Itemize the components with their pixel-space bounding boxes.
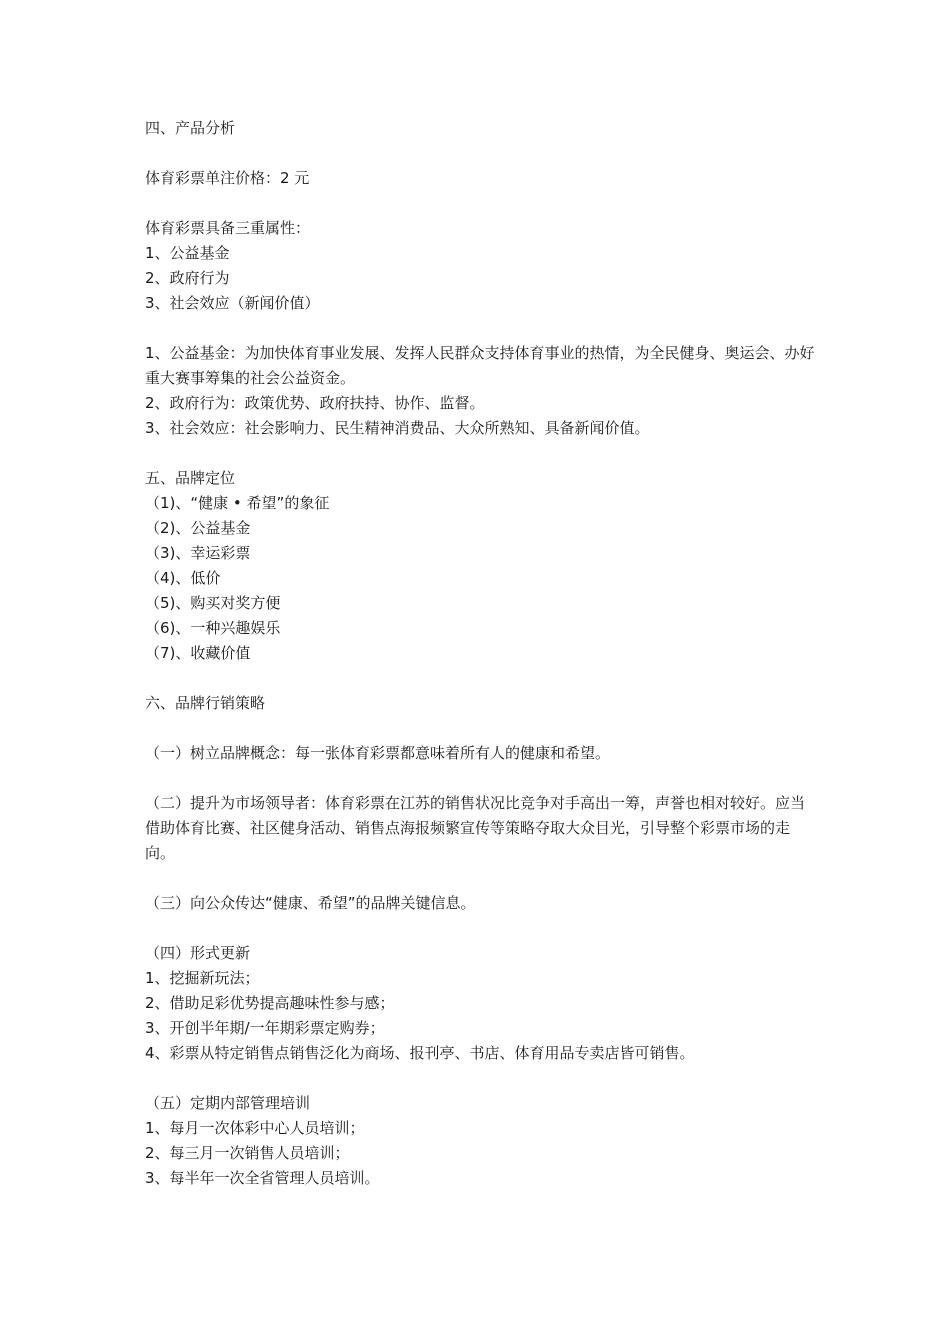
attribute-item: 3、社会效应（新闻价值）	[145, 294, 320, 312]
positioning-item: （2)、公益基金	[145, 519, 251, 537]
training-item: 1、每月一次体彩中心人员培训；	[145, 1119, 365, 1137]
price-line: 体育彩票单注价格：2 元	[145, 169, 310, 187]
positioning-item: （7)、收藏价值	[145, 644, 251, 662]
attribute-item: 1、公益基金	[145, 244, 230, 262]
format-update-item: 3、开创半年期/一年期彩票定购券；	[145, 1019, 385, 1037]
positioning-item: （4)、低价	[145, 569, 221, 587]
attribute-item: 2、政府行为	[145, 269, 230, 287]
strategy-brand-concept: （一）树立品牌概念：每一张体育彩票都意味着所有人的健康和希望。	[145, 744, 611, 762]
section-heading-product-analysis: 四、产品分析	[145, 119, 236, 137]
section-heading-brand-marketing: 六、品牌行销策略	[145, 694, 266, 712]
format-update-item: 4、彩票从特定销售点销售泛化为商场、报刊亭、书店、体育用品专卖店皆可销售。	[145, 1044, 695, 1062]
attributes-intro: 体育彩票具备三重属性：	[145, 219, 311, 237]
training-item: 2、每三月一次销售人员培训；	[145, 1144, 350, 1162]
section-heading-brand-positioning: 五、品牌定位	[145, 469, 236, 487]
format-update-item: 1、挖掘新玩法；	[145, 969, 260, 987]
positioning-item: （5)、购买对奖方便	[145, 594, 281, 612]
strategy-key-message: （三）向公众传达“健康、希望”的品牌关键信息。	[145, 894, 476, 912]
strategy-training-heading: （五）定期内部管理培训	[145, 1094, 311, 1112]
training-item: 3、每半年一次全省管理人员培训。	[145, 1169, 380, 1187]
attribute-detail: 2、政府行为：政策优势、政府扶持、协作、监督。	[145, 394, 485, 412]
strategy-format-update-heading: （四）形式更新	[145, 944, 251, 962]
positioning-item: （1)、“健康 • 希望”的象征	[145, 494, 330, 512]
attribute-detail: 1、公益基金：为加快体育事业发展、发挥人民群众支持体育事业的热情，为全民健身、奥运会、办好重大赛事筹集的社会公益资金。	[145, 344, 815, 387]
attribute-detail: 3、社会效应：社会影响力、民生精神消费品、大众所熟知、具备新闻价值。	[145, 419, 650, 437]
positioning-item: （3)、幸运彩票	[145, 544, 251, 562]
strategy-market-leader: （二）提升为市场领导者：体育彩票在江苏的销售状况比竞争对手高出一筹，声誉也相对较好。应当借助体育比赛、社区健身活动、销售点海报频繁宣传等策略夺取大众目光，引导整个彩票市场的走向。	[145, 794, 806, 862]
positioning-item: （6)、一种兴趣娱乐	[145, 619, 281, 637]
document-body	[145, 116, 815, 1191]
format-update-item: 2、借助足彩优势提高趣味性参与感；	[145, 994, 395, 1012]
